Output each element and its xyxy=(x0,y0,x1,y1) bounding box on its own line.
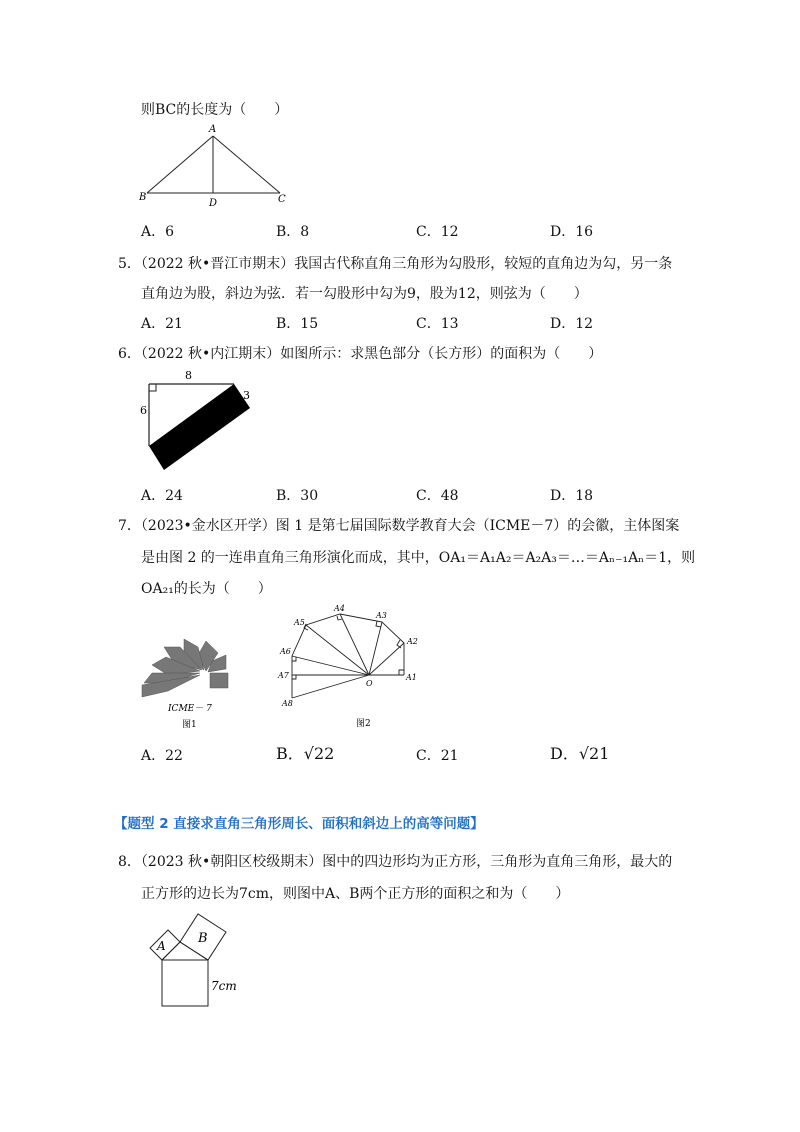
q4-stem-tail: 则BC的长度为（ ） xyxy=(141,102,289,118)
q8-label-side: 7cm xyxy=(211,979,237,993)
q6-option-a[interactable]: A．24 xyxy=(141,488,183,504)
q7-line-2: 是由图 2 的一连串直角三角形演化而成，其中，OA₁＝A₁A₂＝A₂A₃＝…＝Aₙ₋₁Aₙ＝1，则 xyxy=(141,550,696,566)
q4-option-b[interactable]: B．8 xyxy=(276,224,310,240)
q7-label-a7: A7 xyxy=(278,671,289,680)
q6-option-b[interactable]: B．30 xyxy=(276,488,319,504)
q7-option-c[interactable]: C．21 xyxy=(416,748,459,764)
section-heading: 【题型 2 直接求直角三角形周长、面积和斜边上的高等问题】 xyxy=(114,816,484,832)
q6-rectangle-figure xyxy=(138,366,268,476)
q4-option-c[interactable]: C．12 xyxy=(416,224,459,240)
q4-triangle-figure xyxy=(135,120,295,210)
q5-option-a[interactable]: A．21 xyxy=(141,316,183,332)
q6-label-left: 6 xyxy=(140,404,147,417)
q6-option-d[interactable]: D．18 xyxy=(550,488,594,504)
q6-label-right: 3 xyxy=(243,389,250,402)
q5-option-b[interactable]: B．15 xyxy=(276,316,319,332)
q5-line-1: 5．（2022 秋•晋江市期末）我国古代称直角三角形为勾股形，较短的直角边为勾，另一条 xyxy=(118,256,673,272)
q7-line-1: 7．（2023•金水区开学）图 1 是第七届国际数学教育大会（ICME－7）的会徽，主体图案 xyxy=(118,518,680,534)
q7-label-a6: A6 xyxy=(280,647,291,656)
q7-option-d[interactable]: D．√21 xyxy=(550,744,610,763)
q7-label-a4: A4 xyxy=(334,604,345,613)
q7-label-a3: A3 xyxy=(376,611,387,620)
q5-line-2: 直角边为股，斜边为弦．若一勾股形中勾为9，股为12，则弦为（ ） xyxy=(141,286,588,302)
q7-line-3: OA₂₁的长为（ ） xyxy=(141,581,272,597)
q7-option-a[interactable]: A．22 xyxy=(141,748,183,764)
q4-label-b: B xyxy=(139,192,147,203)
q7-option-b[interactable]: B．√22 xyxy=(276,744,335,763)
q7-figure-1-caption: 图1 xyxy=(182,720,197,730)
q5-option-d[interactable]: D．12 xyxy=(550,316,594,332)
q4-option-d[interactable]: D．16 xyxy=(550,224,594,240)
q6-line-1: 6．（2022 秋•内江期末）如图所示：求黑色部分（长方形）的面积为（ ） xyxy=(118,346,603,362)
q8-squares-figure xyxy=(130,900,260,1015)
q8-line-2: 正方形的边长为7cm，则图中A、B两个正方形的面积之和为（ ） xyxy=(141,886,570,902)
q7-figure-2-spiral xyxy=(272,600,432,735)
q8-label-b: B xyxy=(198,931,208,946)
q7-figure-1-logo-text: ICME－ 7 xyxy=(168,704,212,714)
q7-label-a2: A2 xyxy=(407,637,418,646)
q6-option-c[interactable]: C．48 xyxy=(416,488,459,504)
q7-label-a8: A8 xyxy=(282,699,293,708)
q5-option-c[interactable]: C．13 xyxy=(416,316,459,332)
q7-label-o: O xyxy=(366,679,373,688)
q4-label-d: D xyxy=(209,198,218,209)
q7-figure-1-logo xyxy=(138,625,238,735)
q6-label-top: 8 xyxy=(185,369,192,382)
q8-label-a: A xyxy=(157,939,166,953)
q7-label-a1: A1 xyxy=(406,673,417,682)
q4-label-a: A xyxy=(209,124,217,135)
q8-line-1: 8．（2023 秋•朝阳区校级期末）图中的四边形均为正方形，三角形为直角三角形，最大的 xyxy=(118,854,673,870)
q7-label-a5: A5 xyxy=(294,618,305,627)
q4-label-c: C xyxy=(278,194,286,205)
q7-figure-2-caption: 图2 xyxy=(356,719,371,729)
q4-option-a[interactable]: A．6 xyxy=(141,224,175,240)
